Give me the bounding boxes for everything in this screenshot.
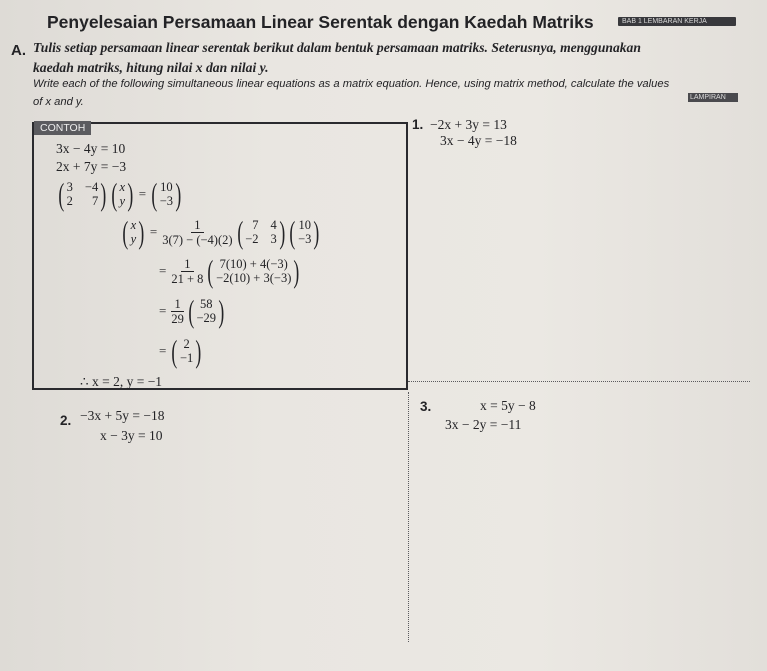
chapter-badge-text: BAB 1 LEMBARAN KERJA [622,18,707,25]
equals-sign: = [159,303,167,318]
example-conclusion: ∴ x = 2, y = −1 [80,374,163,389]
matrix-entry: 58 [200,297,213,311]
question-3-equation-2: 3x − 2y = −11 [445,417,522,432]
variable-y: y [130,232,137,246]
equals-sign: = [159,343,167,358]
matrix-entry: 7(10) + 4(−3) [219,257,288,271]
matrix-entry: −29 [196,311,217,325]
divider-vertical [408,392,409,642]
example-equation-1: 3x − 4y = 10 [56,141,126,156]
matrix-entry: −1 [180,351,194,365]
reference-badge [688,93,738,102]
fraction-numerator: 1 [181,257,193,272]
variable-y: y [119,194,126,208]
example-simplified-step [156,295,227,327]
section-letter: A. [11,42,26,59]
variable-vector: ( x y ) [111,176,134,212]
equals-sign: = [138,186,147,201]
result-vector: ( 2 −1 ) [171,333,202,369]
fraction-denominator: 3(7) − (−4)(2) [162,232,233,247]
matrix-entry: 2 [183,337,190,351]
fraction-denominator: 21 + 8 [171,271,204,286]
matrix-entry: 10 [298,218,311,232]
reference-badge-text: LAMPIRAN [690,94,726,101]
fraction-numerator: 1 [191,218,203,233]
question-2-equation-1: −3x + 5y = −18 [80,408,165,423]
instruction-malay-line1: Tulis setiap persamaan linear serentak berikut dalam bentuk persamaan matriks. Seterusnya, menggunakan [33,40,641,55]
instruction-english-line1: Write each of the following simultaneous linear equations as a matrix equation. Hence, using matrix method, calculate the values [33,78,670,90]
question-2-number: 2. [60,413,72,428]
matrix-entry: 3 [270,232,277,246]
instruction-english-line2: of x and y. [33,96,84,108]
question-1-number: 1. [412,117,424,132]
instruction-malay-line2: kaedah matriks, hitung nilai x dan nilai y. [33,60,269,75]
example-inverse-step [120,216,322,248]
equals-sign: = [149,224,158,239]
expanded-vector: ( 7(10) + 4(−3) −2(10) + 3(−3) ) [207,253,300,289]
example-label: CONTOH [34,121,91,135]
matrix-entry: 7 [91,194,99,208]
matrix-entry: −2(10) + 3(−3) [216,271,292,285]
matrix-entry: −4 [84,180,99,194]
matrix-entry: −3 [298,232,312,246]
matrix-entry: 4 [270,218,277,232]
scalar-fraction [171,297,184,326]
example-result-step [156,335,204,367]
question-1-equation-1: −2x + 3y = 13 [430,117,507,132]
example-equation-2: 2x + 7y = −3 [56,159,127,174]
fraction-denominator: 29 [171,311,184,326]
variable-vector: ( x y ) [122,214,145,250]
variable-x: x [119,180,126,194]
coefficient-matrix: ( 3 −4 2 7 ) [58,176,107,212]
scalar-fraction [171,257,203,286]
constant-vector: ( 10 −3 ) [289,214,320,250]
matrix-entry: −3 [159,194,174,208]
variable-x: x [130,218,137,232]
matrix-entry: 10 [160,180,173,194]
divider-horizontal [408,381,750,382]
determinant-fraction [162,218,232,247]
question-3-equation-1: x = 5y − 8 [480,398,536,413]
question-1-equation-2: 3x − 4y = −18 [440,133,517,148]
matrix-entry: 7 [252,218,259,232]
matrix-entry: 3 [66,180,73,194]
matrix-entry: 2 [66,194,73,208]
question-3-number: 3. [420,399,432,414]
fraction-numerator: 1 [171,297,183,312]
page-title: Penyelesaian Persamaan Linear Serentak dengan Kaedah Matriks [47,12,594,32]
constant-vector: ( 10 −3 ) [151,176,182,212]
question-2-equation-2: x − 3y = 10 [100,428,163,443]
example-matrix-equation [56,178,184,210]
example-expanded-step [156,255,302,287]
equals-sign: = [159,263,167,278]
matrix-entry: −2 [245,232,259,246]
adjoint-matrix: ( 7 4 −2 3 ) [236,214,286,250]
product-vector: ( 58 −29 ) [188,293,225,329]
chapter-badge [618,17,736,26]
